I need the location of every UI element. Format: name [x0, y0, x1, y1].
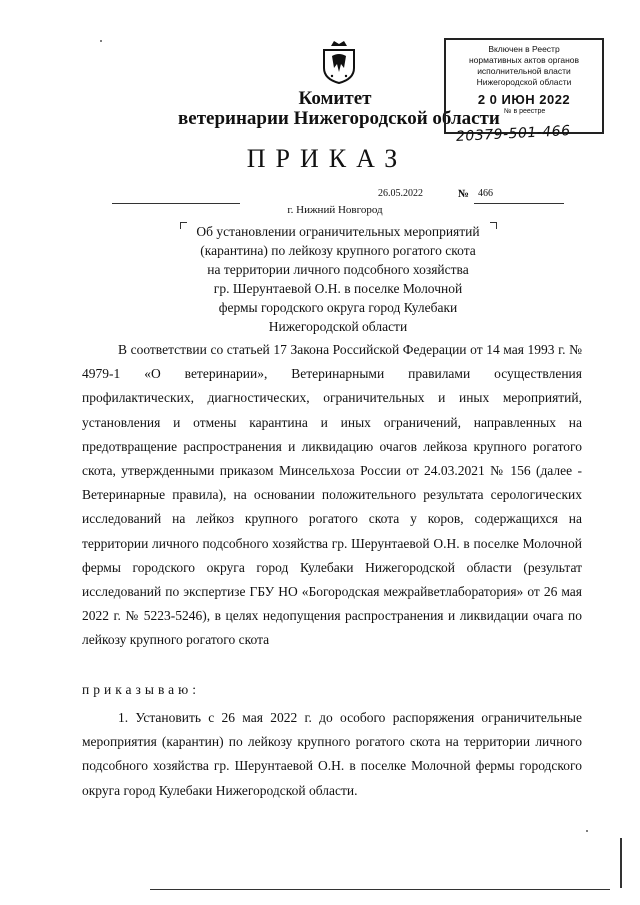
- document-type-title: ПРИКАЗ: [246, 144, 408, 173]
- stamp-line-4: Нижегородской области: [476, 77, 572, 87]
- stamp-date: 2 0 ИЮН 2022: [477, 92, 571, 107]
- order-keyword: приказываю:: [82, 682, 200, 697]
- preamble-text: [82, 338, 582, 653]
- handwritten-registry-number: 20379-501-466: [455, 123, 571, 145]
- order-number: 466: [478, 188, 493, 199]
- subject-line: (карантина) по лейкозу крупного рогатого скота: [200, 243, 476, 258]
- order-subject: [180, 222, 496, 336]
- stamp-registry-label: № в реестре: [504, 108, 546, 115]
- order-date: 26.05.2022: [378, 188, 423, 199]
- stamp-line-3: исполнительной власти: [477, 66, 571, 76]
- order-item-1-text: 1. Установить с 26 мая 2022 г. до особого распоряжения ограничительные мероприятия (карантин) по лейкозу крупного рогатого скота на территории личного подсобного хозяйства гр. Шерунтаевой О.Н. в поселке Молочной фермы городского округа город Кулебаки Нижегородской области.: [82, 710, 582, 798]
- org-name-line1: Комитет: [298, 88, 372, 109]
- subject-line: Нижегородской области: [268, 319, 408, 334]
- order-item-1: [82, 706, 582, 803]
- stamp-line-2: нормативных актов органов: [468, 55, 580, 65]
- subject-line: фермы городского округа город Кулебаки: [218, 300, 458, 315]
- footer-divider: [150, 889, 610, 890]
- org-name-line2: ветеринарии Нижегородской области: [178, 108, 500, 129]
- subject-line: на территории личного подсобного хозяйства: [207, 262, 469, 277]
- scan-edge-mark: [620, 838, 622, 888]
- subject-line: Об установлении ограничительных мероприятий: [196, 224, 480, 239]
- subject-line: гр. Шерунтаевой О.Н. в поселке Молочной: [213, 281, 463, 296]
- registry-stamp: [444, 38, 604, 134]
- city-name: г. Нижний Новгород: [287, 204, 383, 216]
- preamble-paragraph: В соответствии со статьей 17 Закона Российской Федерации от 14 мая 1993 г. № 4979-1 «О ветеринарии», Ветеринарными правилами осуществления профилактических, диагностических, ограничительных и иных мероприятий, установления и отмены карантина и иных ограничений, направленных на предотвращение распространения и ликвидацию очагов лейкоза крупного рогатого скота, утвержденными приказом Минсельхоза России от 24.03.2021 № 156 (далее - Ветеринарные правила), на основании положительного результата серологических исследований на лейкоз крупного рогатого скота у коров, содержащихся на территории личного подсобного хозяйства гр. Шерунтаевой О.Н. в поселке Молочной фермы городского округа город Кулебаки Нижегородской области (результат исследований по экспертизе ГБУ НО «Богородская межрайветлаборатория» от 26 мая 2022 г. № 5223-5246), в целях недопущения распространения и ликвидации очага по лейкозу крупного рогатого скота: [82, 342, 582, 648]
- scan-speck: [100, 40, 102, 42]
- order-number-label: №: [458, 188, 470, 200]
- stamp-line-1: Включен в Реестр: [488, 44, 560, 54]
- scan-speck: [586, 830, 588, 832]
- coat-of-arms-emblem: [320, 38, 358, 84]
